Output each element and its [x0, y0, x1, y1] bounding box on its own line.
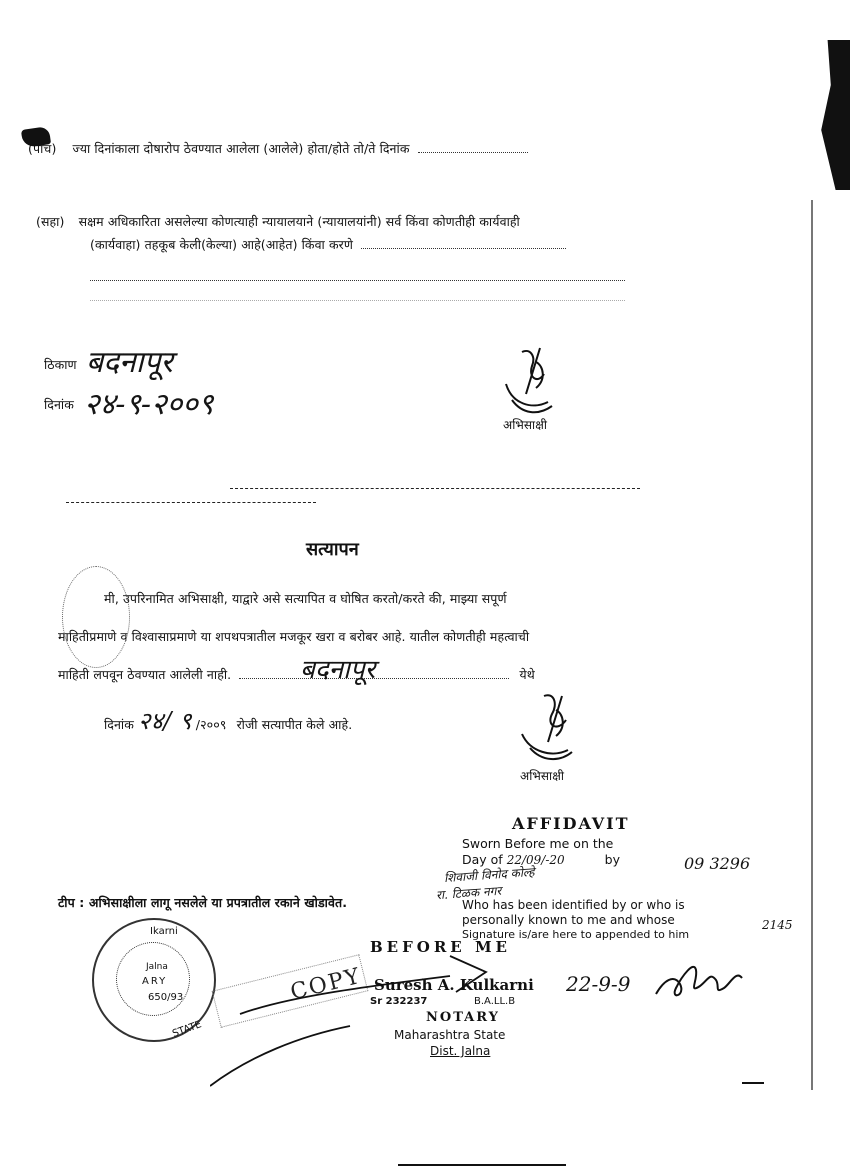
affidavit-day-label: Day of: [462, 852, 503, 867]
section-six-line1: [36, 213, 520, 230]
affidavit-hand-num: 09 3296: [684, 854, 751, 873]
date-label: दिनांक: [44, 397, 74, 412]
section-six-blank1: [361, 236, 566, 249]
bottom-rule-page: [398, 1164, 566, 1166]
affidavit-hand-line1: शिवाजी विनोद कोल्हे: [443, 864, 535, 886]
notary-signature: [650, 950, 750, 1010]
verification-title: सत्यापन: [306, 539, 359, 560]
notary-strike-signature: [210, 936, 550, 1096]
section-five-marker: (पाच): [28, 141, 57, 156]
verification-date-label: दिनांक: [104, 717, 134, 732]
before-me: BEFORE ME: [370, 938, 511, 956]
divider-lower: [66, 502, 316, 503]
notary-district: Dist. Jalna: [430, 1044, 491, 1058]
verification-line2: माहितीप्रमाणे व विश्वासाप्रमाणे या शपथपत्रातील मजकूर खरा व बरोबर आहे. यातील कोणतीही महत्वाची: [58, 629, 530, 644]
affidavit-stamp-line3: Who has been identified by or who is: [462, 898, 685, 912]
verification-line4-suffix: रोजी सत्यापीत केले आहे.: [236, 717, 353, 732]
section-five-blank: [418, 140, 528, 153]
verification-margin-seal: [62, 566, 130, 668]
notary-role: NOTARY: [426, 1010, 500, 1025]
section-six-line2: [90, 236, 566, 253]
verification-line3: [58, 666, 535, 683]
notary-name: Suresh A. Kulkarni: [374, 976, 534, 994]
verification-line4: [104, 704, 352, 737]
seal-text-bottom: STATE: [171, 1019, 204, 1040]
notary-reg: Sr 232237: [370, 996, 428, 1007]
note: टीप : अभिसाक्षीला लागू नसलेले या प्रपत्रातील रकाने खोडावेत.: [58, 895, 348, 910]
verification-date-hand: २४/ ९: [138, 707, 192, 735]
date-value: २४-९-२००९: [84, 387, 214, 422]
signature-2-label: अभिसाक्षी: [520, 769, 565, 783]
verification-line1: मी, उपरिनामित अभिसाक्षी, याद्वारे असे सत्यापित व घोषित करतो/करते की, माझ्या सपूर्ण: [104, 591, 507, 606]
signature-1-label: अभिसाक्षी: [503, 418, 548, 432]
verification-year: /२००९: [195, 717, 227, 732]
scan-edge-mark: [818, 40, 850, 190]
notary-state: Maharashtra State: [394, 1028, 506, 1042]
affidavit-by-label: by: [604, 852, 620, 867]
place-value: बदनापूर: [86, 345, 173, 380]
place-label: ठिकाण: [44, 357, 77, 372]
affidavit-day-hand: 22/09/-20: [506, 853, 565, 867]
verification-line3-prefix: माहिती लपवून ठेवण्यात आलेली नाही.: [58, 667, 232, 682]
affidavit-stamp-title: AFFIDAVIT: [512, 814, 630, 833]
notary-degree: B.A.LL.B: [474, 996, 516, 1007]
seal-text-role: ARY: [142, 976, 168, 987]
place-row: [44, 356, 77, 373]
affidavit-stamp-line2: [462, 852, 620, 867]
affidavit-stamp-line1: Sworn Before me on the: [462, 836, 614, 851]
affidavit-hand-line2: रा. टिळक नगर: [435, 883, 502, 903]
seal-text-num: 650/93: [148, 992, 184, 1003]
date-row: [44, 396, 74, 413]
affidavit-hand-num2: 2145: [762, 918, 793, 932]
seal-text-mid: Jalna: [146, 962, 168, 972]
signature-2: [510, 690, 590, 770]
section-five: [28, 140, 528, 157]
section-six-text1: सक्षम अधिकारिता असलेल्या कोणत्याही न्यायालयाने (न्यायालयांनी) सर्व किंवा कोणतीही कार्यवाही: [78, 214, 520, 229]
section-six-blank3: [90, 288, 625, 301]
bottom-rule-right: [742, 1082, 764, 1084]
affidavit-stamp-line5: Signature is/are here to appended to him: [462, 928, 690, 941]
signature-1: [492, 344, 572, 424]
section-five-text: ज्या दिनांकाला दोषारोप ठेवण्यात आलेला (आलेले) होता/होते तो/ते दिनांक: [72, 141, 410, 156]
verification-place-hand: बदनापूर: [300, 655, 376, 685]
notary-sign-date: 22-9-9: [566, 972, 631, 996]
affidavit-stamp-line4: personally known to me and whose: [462, 913, 675, 927]
section-six-text2: (कार्यवाहा) तहकूब केली(केल्या) आहे(आहेत) किंवा करणे: [90, 237, 354, 252]
copy-stamp: COPY: [288, 963, 365, 1006]
section-six-blank2: [90, 268, 625, 281]
seal-text-top: Ikarni: [150, 926, 178, 937]
section-six-marker: (सहा): [36, 214, 65, 229]
verification-line3-suffix: येथे: [519, 667, 535, 682]
scan-edge-line: [811, 200, 813, 1090]
divider-upper: [230, 488, 640, 489]
